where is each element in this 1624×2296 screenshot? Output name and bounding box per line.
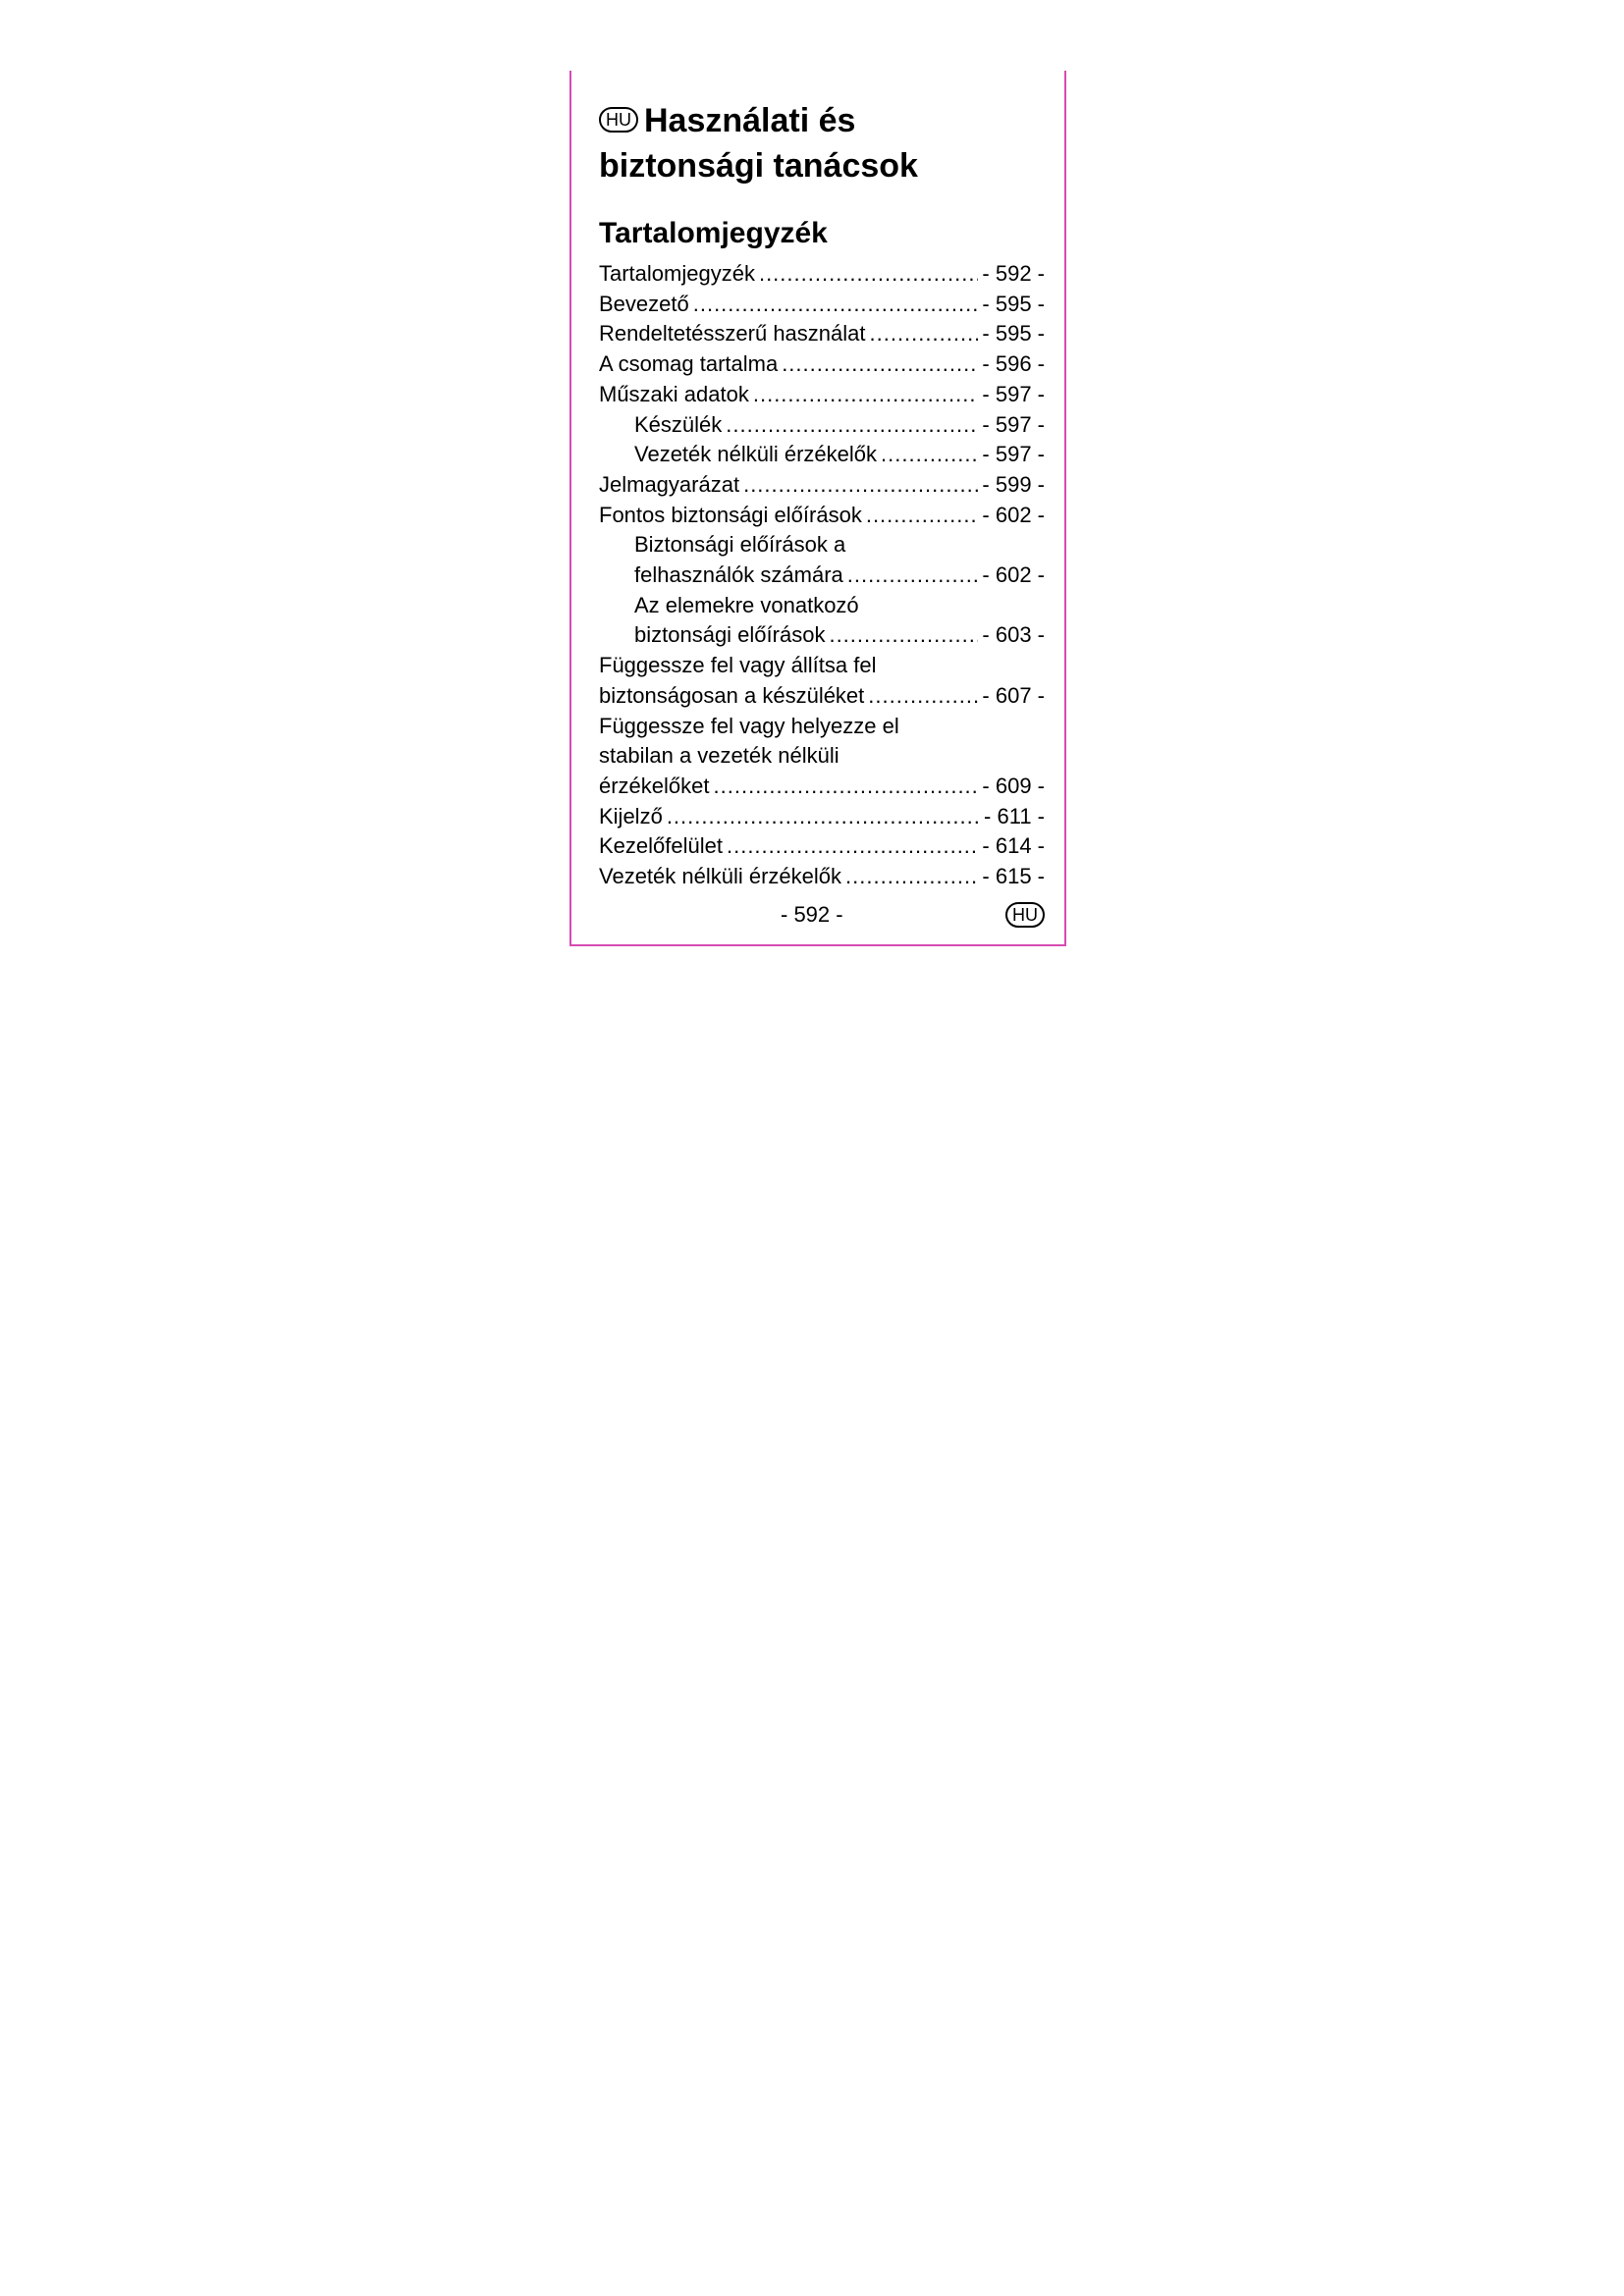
toc-entry[interactable]: A csomag tartalma ..... - 596 - bbox=[599, 349, 1045, 380]
language-badge-icon: HU bbox=[1005, 902, 1045, 928]
toc-entry[interactable]: Kijelző ..... - 611 - bbox=[599, 802, 1045, 832]
toc-entry[interactable]: Bevezető ..... - 595 - bbox=[599, 290, 1045, 320]
toc-heading: Tartalomjegyzék bbox=[599, 217, 828, 249]
toc-entry-line[interactable]: Függessze fel vagy helyezze el bbox=[599, 713, 899, 738]
toc-entry-line[interactable]: Függessze fel vagy állítsa fel bbox=[599, 653, 877, 678]
toc-subentry[interactable]: Vezeték nélküli érzékelők ..... - 597 - bbox=[599, 440, 1045, 470]
toc-subentry-line[interactable]: Az elemekre vonatkozó bbox=[634, 592, 859, 617]
toc-entry[interactable]: Jelmagyarázat ..... - 599 - bbox=[599, 470, 1045, 501]
toc-entry[interactable]: Rendeltetésszerű használat ..... - 595 - bbox=[599, 319, 1045, 349]
page-title bbox=[599, 98, 1045, 188]
toc-subentry[interactable]: biztonsági előírások ..... - 603 - bbox=[599, 620, 1045, 651]
toc-subentry[interactable]: Készülék ..... - 597 - bbox=[599, 410, 1045, 441]
toc-entry[interactable]: biztonságosan a készüléket ..... - 607 - bbox=[599, 681, 1045, 712]
toc-entry[interactable]: Kezelőfelület ..... - 614 - bbox=[599, 831, 1045, 862]
toc-entry[interactable]: Vezeték nélküli érzékelők ..... - 615 - bbox=[599, 862, 1045, 892]
table-of-contents bbox=[599, 259, 1045, 892]
page-number: - 592 - bbox=[781, 901, 843, 927]
toc-entry[interactable]: érzékelőket ..... - 609 - bbox=[599, 772, 1045, 802]
page-footer bbox=[599, 898, 1045, 934]
toc-subentry-line[interactable]: Biztonsági előírások a bbox=[634, 532, 846, 558]
toc-entry-line[interactable]: stabilan a vezeték nélküli bbox=[599, 743, 839, 769]
toc-entry[interactable]: Tartalomjegyzék ..... - 592 - bbox=[599, 259, 1045, 290]
toc-entry[interactable]: Fontos biztonsági előírások ..... - 602 - bbox=[599, 501, 1045, 531]
toc-entry[interactable]: Műszaki adatok ..... - 597 - bbox=[599, 380, 1045, 410]
toc-subentry[interactable]: felhasználók számára ..... - 602 - bbox=[599, 561, 1045, 591]
manual-page bbox=[569, 71, 1066, 946]
page-content bbox=[599, 98, 1045, 934]
title-line-1: Használati és bbox=[644, 102, 856, 139]
title-line-2: biztonsági tanácsok bbox=[599, 147, 918, 185]
language-badge-icon: HU bbox=[599, 107, 638, 133]
